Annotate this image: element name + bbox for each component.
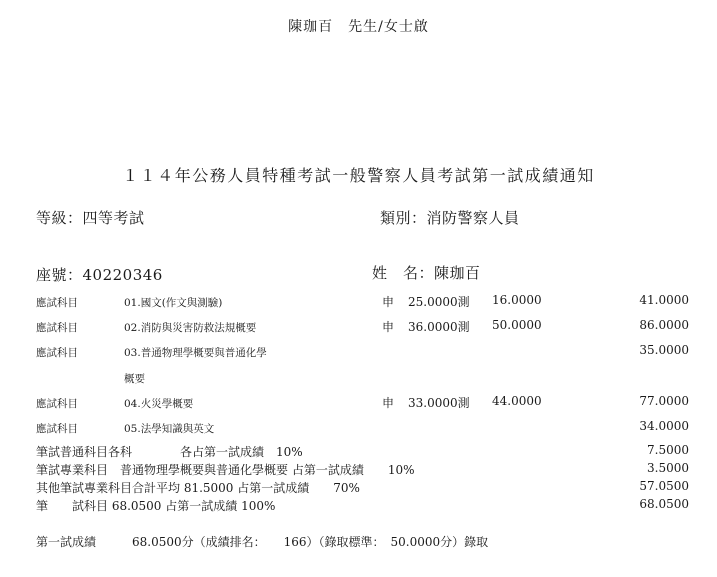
candidate-name: 姓 名：陳珈百 xyxy=(372,264,481,282)
subject-name: 04.火災學概要 xyxy=(124,398,194,410)
seat-number: 座號：40220346 xyxy=(36,266,163,284)
subject-score: 34.0000 xyxy=(639,419,689,433)
notice-title: １１４年公務人員特種考試一般警察人員考試第一試成績通知 xyxy=(122,166,595,185)
subject-name: 02.消防與災害防救法規概要 xyxy=(124,322,257,334)
subject-name: 01.國文(作文與測驗) xyxy=(124,297,223,309)
exam-category: 類別：消防警察人員 xyxy=(380,209,520,227)
subject-mark: 申 xyxy=(382,295,395,309)
subject-score: 86.0000 xyxy=(639,318,689,332)
essay-score: 33.0000測 xyxy=(408,396,470,410)
summary-score: 68.0500 xyxy=(639,497,689,511)
subject-label: 應試科目 xyxy=(36,322,78,334)
subject-label: 應試科目 xyxy=(36,398,78,410)
subject-name: 03.普通物理學概要與普通化學 xyxy=(124,347,267,359)
essay-score: 36.0000測 xyxy=(408,320,470,334)
essay-score: 25.0000測 xyxy=(408,295,470,309)
summary-text: 其他筆試專業科目合計平均 81.5000 占第一試成績 70% xyxy=(36,481,360,495)
subject-score: 41.0000 xyxy=(639,293,689,307)
exam-level: 等級：四等考試 xyxy=(36,209,145,227)
test-score: 50.0000 xyxy=(492,318,542,332)
subject-mark: 申 xyxy=(382,396,395,410)
subject-label: 應試科目 xyxy=(36,347,78,359)
test-score: 44.0000 xyxy=(492,394,542,408)
final-result: 第一試成績 68.0500分（成績排名： 166）（錄取標準： 50.0000分）錄取 xyxy=(36,535,489,549)
summary-text: 筆 試科目 68.0500 占第一試成績 100% xyxy=(36,499,276,513)
subject-score: 77.0000 xyxy=(639,394,689,408)
summary-score: 57.0500 xyxy=(639,479,689,493)
summary-text: 筆試普通科目各科 各占第一試成績 10% xyxy=(36,445,303,459)
summary-score: 3.5000 xyxy=(647,461,689,475)
subject-name-continued: 概要 xyxy=(124,373,145,385)
test-score: 16.0000 xyxy=(492,293,542,307)
summary-text: 筆試專業科目 普通物理學概要與普通化學概要 占第一試成績 10% xyxy=(36,463,415,477)
subject-score: 35.0000 xyxy=(639,343,689,357)
recipient-greeting: 陳珈百 先生/女士啟 xyxy=(288,19,429,35)
subject-name: 05.法學知識與英文 xyxy=(124,423,215,435)
subject-label: 應試科目 xyxy=(36,297,78,309)
summary-score: 7.5000 xyxy=(647,443,689,457)
subject-mark: 申 xyxy=(382,320,395,334)
subject-label: 應試科目 xyxy=(36,423,78,435)
